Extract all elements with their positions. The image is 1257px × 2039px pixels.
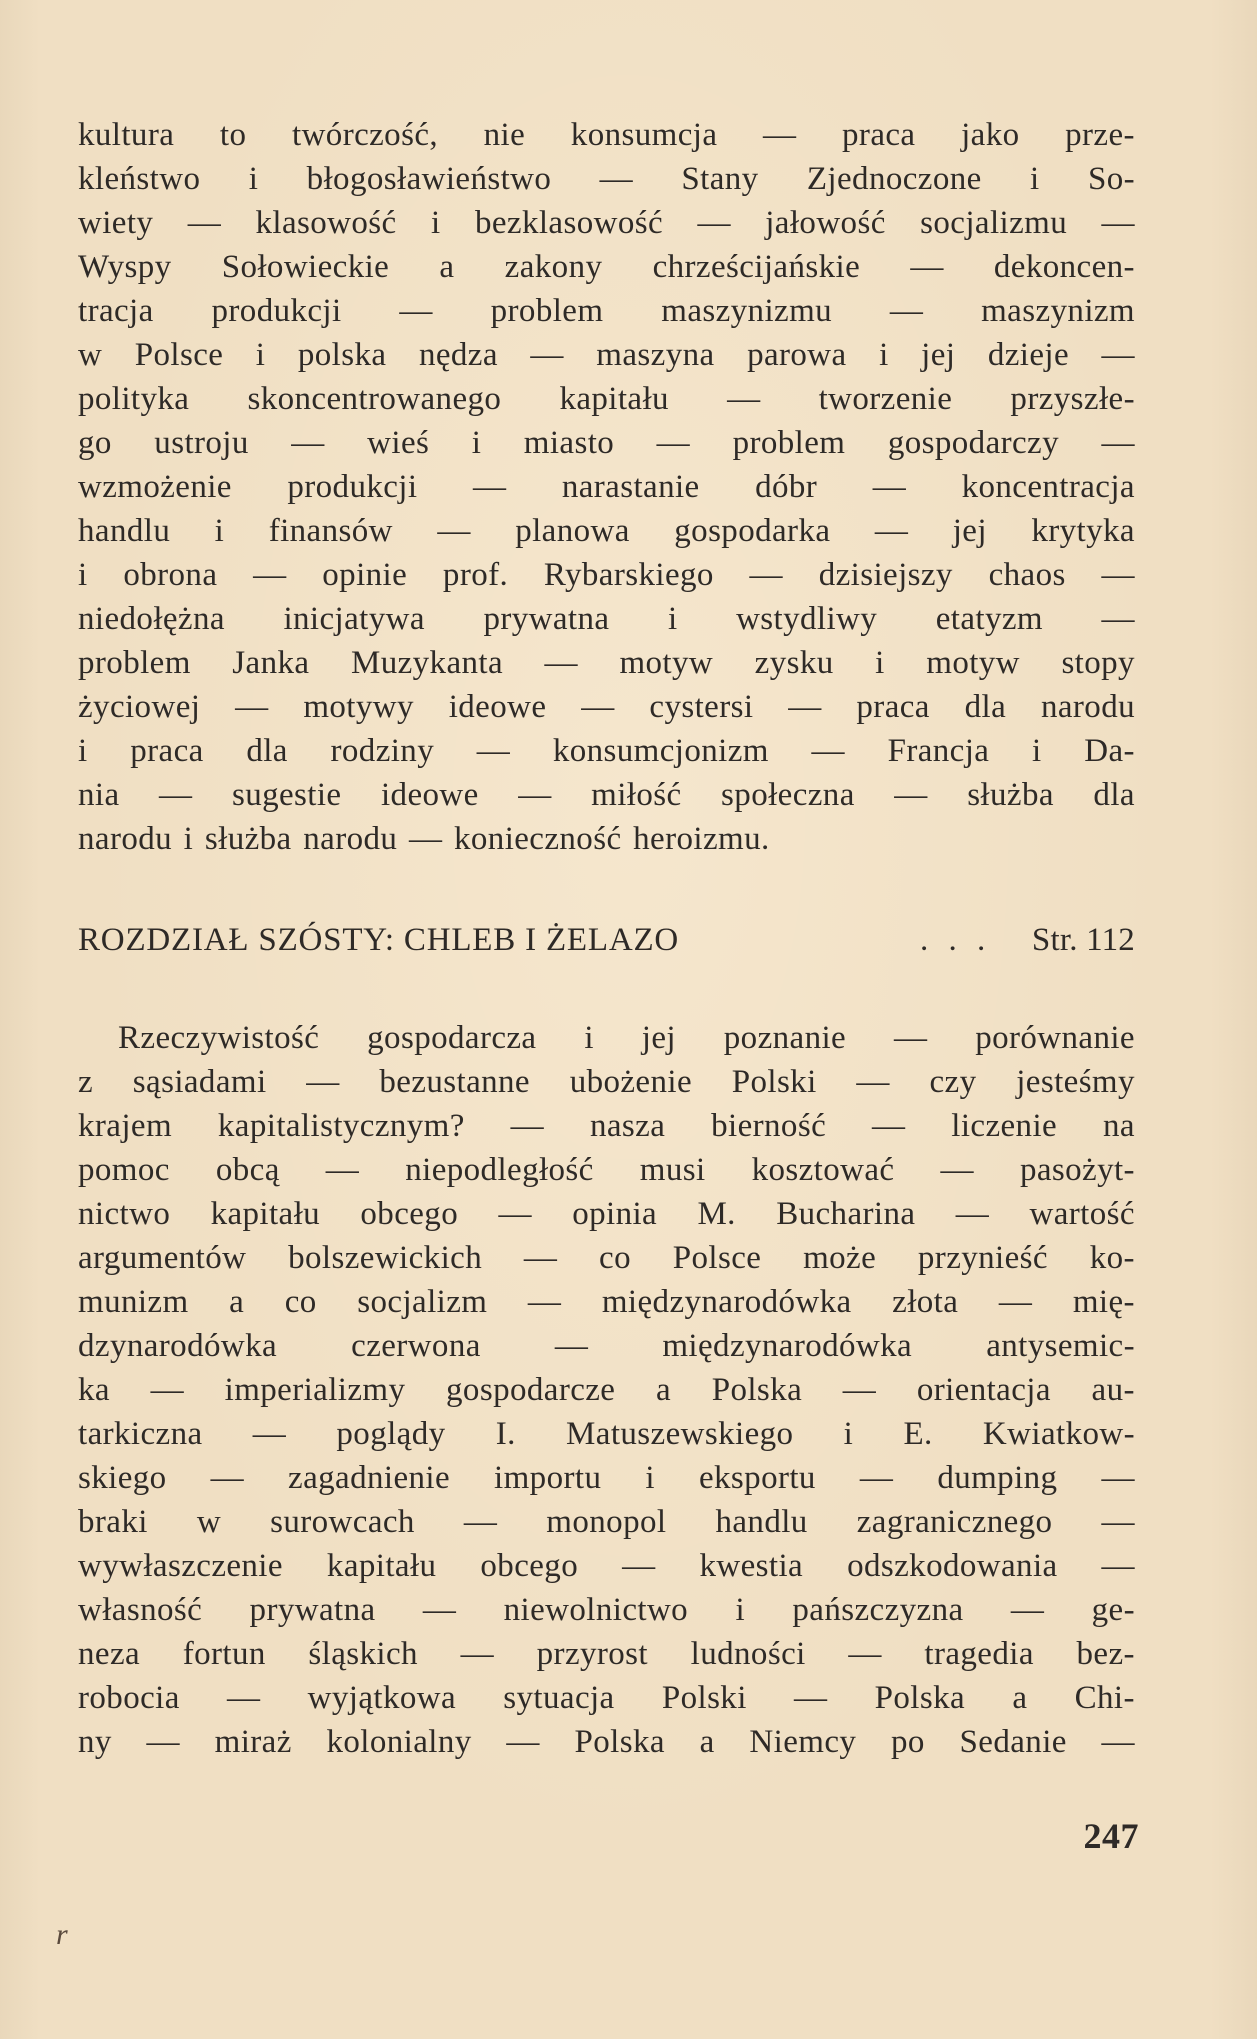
- page-number: 247: [1083, 1816, 1139, 1856]
- text-line: kleństwo i błogosławieństwo — Stany Zjednoczone i So-: [78, 161, 1135, 197]
- text-line: handlu i finansów — planowa gospodarka — jej krytyka: [78, 513, 1135, 549]
- chapter-heading: [78, 918, 1135, 962]
- text-line: munizm a co socjalizm — międzynarodówka złota — mię-: [78, 1284, 1135, 1320]
- text-line: krajem kapitalistycznym? — nasza bierność — liczenie na: [78, 1108, 1135, 1144]
- text-line: kultura to twórczość, nie konsumcja — praca jako prze-: [78, 117, 1135, 153]
- text-line: argumentów bolszewickich — co Polsce może przynieść ko-: [78, 1240, 1135, 1276]
- text-line: braki w surowcach — monopol handlu zagranicznego —: [78, 1504, 1135, 1540]
- text-line: wzmożenie produkcji — narastanie dóbr — koncentracja: [78, 469, 1135, 505]
- text-line: i praca dla rodziny — konsumcjonizm — Francja i Da-: [78, 733, 1135, 769]
- text-line: nia — sugestie ideowe — miłość społeczna — służba dla: [78, 777, 1135, 813]
- text-line: nictwo kapitału obcego — opinia M. Bucharina — wartość: [78, 1196, 1135, 1232]
- text-line: problem Janka Muzykanta — motyw zysku i motyw stopy: [78, 645, 1135, 681]
- text-line: dzynarodówka czerwona — międzynarodówka antysemic-: [78, 1328, 1135, 1364]
- text-line: neza fortun śląskich — przyrost ludności — tragedia bez-: [78, 1636, 1135, 1672]
- text-line: tracja produkcji — problem maszynizmu — maszynizm: [78, 293, 1135, 329]
- text-line: ny — miraż kolonialny — Polska a Niemcy po Sedanie —: [78, 1724, 1135, 1760]
- margin-pencil-mark: r: [56, 1918, 68, 1951]
- text-line: Wyspy Sołowieckie a zakony chrześcijańskie — dekoncen-: [78, 249, 1135, 285]
- text-line: i obrona — opinie prof. Rybarskiego — dzisiejszy chaos —: [78, 557, 1135, 593]
- text-line: polityka skoncentrowanego kapitału — tworzenie przyszłe-: [78, 381, 1135, 417]
- text-line: go ustroju — wieś i miasto — problem gospodarczy —: [78, 425, 1135, 461]
- text-line: własność prywatna — niewolnictwo i pańszczyzna — ge-: [78, 1592, 1135, 1628]
- text-line: wiety — klasowość i bezklasowość — jałowość socjalizmu —: [78, 205, 1135, 241]
- chapter-title: ROZDZIAŁ SZÓSTY: CHLEB I ŻELAZO: [78, 922, 680, 958]
- text-line-first: Rzeczywistość gospodarcza i jej poznanie — porównanie: [118, 1020, 1135, 1056]
- chapter-page-reference: Str. 112: [1031, 922, 1135, 958]
- leader-dots: . . .: [920, 922, 992, 958]
- text-line: robocia — wyjątkowa sytuacja Polski — Polska a Chi-: [78, 1680, 1135, 1716]
- text-line: niedołężna inicjatywa prywatna i wstydliwy etatyzm —: [78, 601, 1135, 637]
- text-line: z sąsiadami — bezustanne ubożenie Polski — czy jesteśmy: [78, 1064, 1135, 1100]
- text-line: wywłaszczenie kapitału obcego — kwestia odszkodowania —: [78, 1548, 1135, 1584]
- text-line: tarkiczna — poglądy I. Matuszewskiego i E. Kwiatkow-: [78, 1416, 1135, 1452]
- text-line: w Polsce i polska nędza — maszyna parowa i jej dzieje —: [78, 337, 1135, 373]
- text-line: życiowej — motywy ideowe — cystersi — praca dla narodu: [78, 689, 1135, 725]
- text-line-last: narodu i służba narodu — konieczność heroizmu.: [78, 821, 770, 857]
- text-line: pomoc obcą — niepodległość musi kosztować — pasożyt-: [78, 1152, 1135, 1188]
- text-line: skiego — zagadnienie importu i eksportu — dumping —: [78, 1460, 1135, 1496]
- text-line: ka — imperializmy gospodarcze a Polska — orientacja au-: [78, 1372, 1135, 1408]
